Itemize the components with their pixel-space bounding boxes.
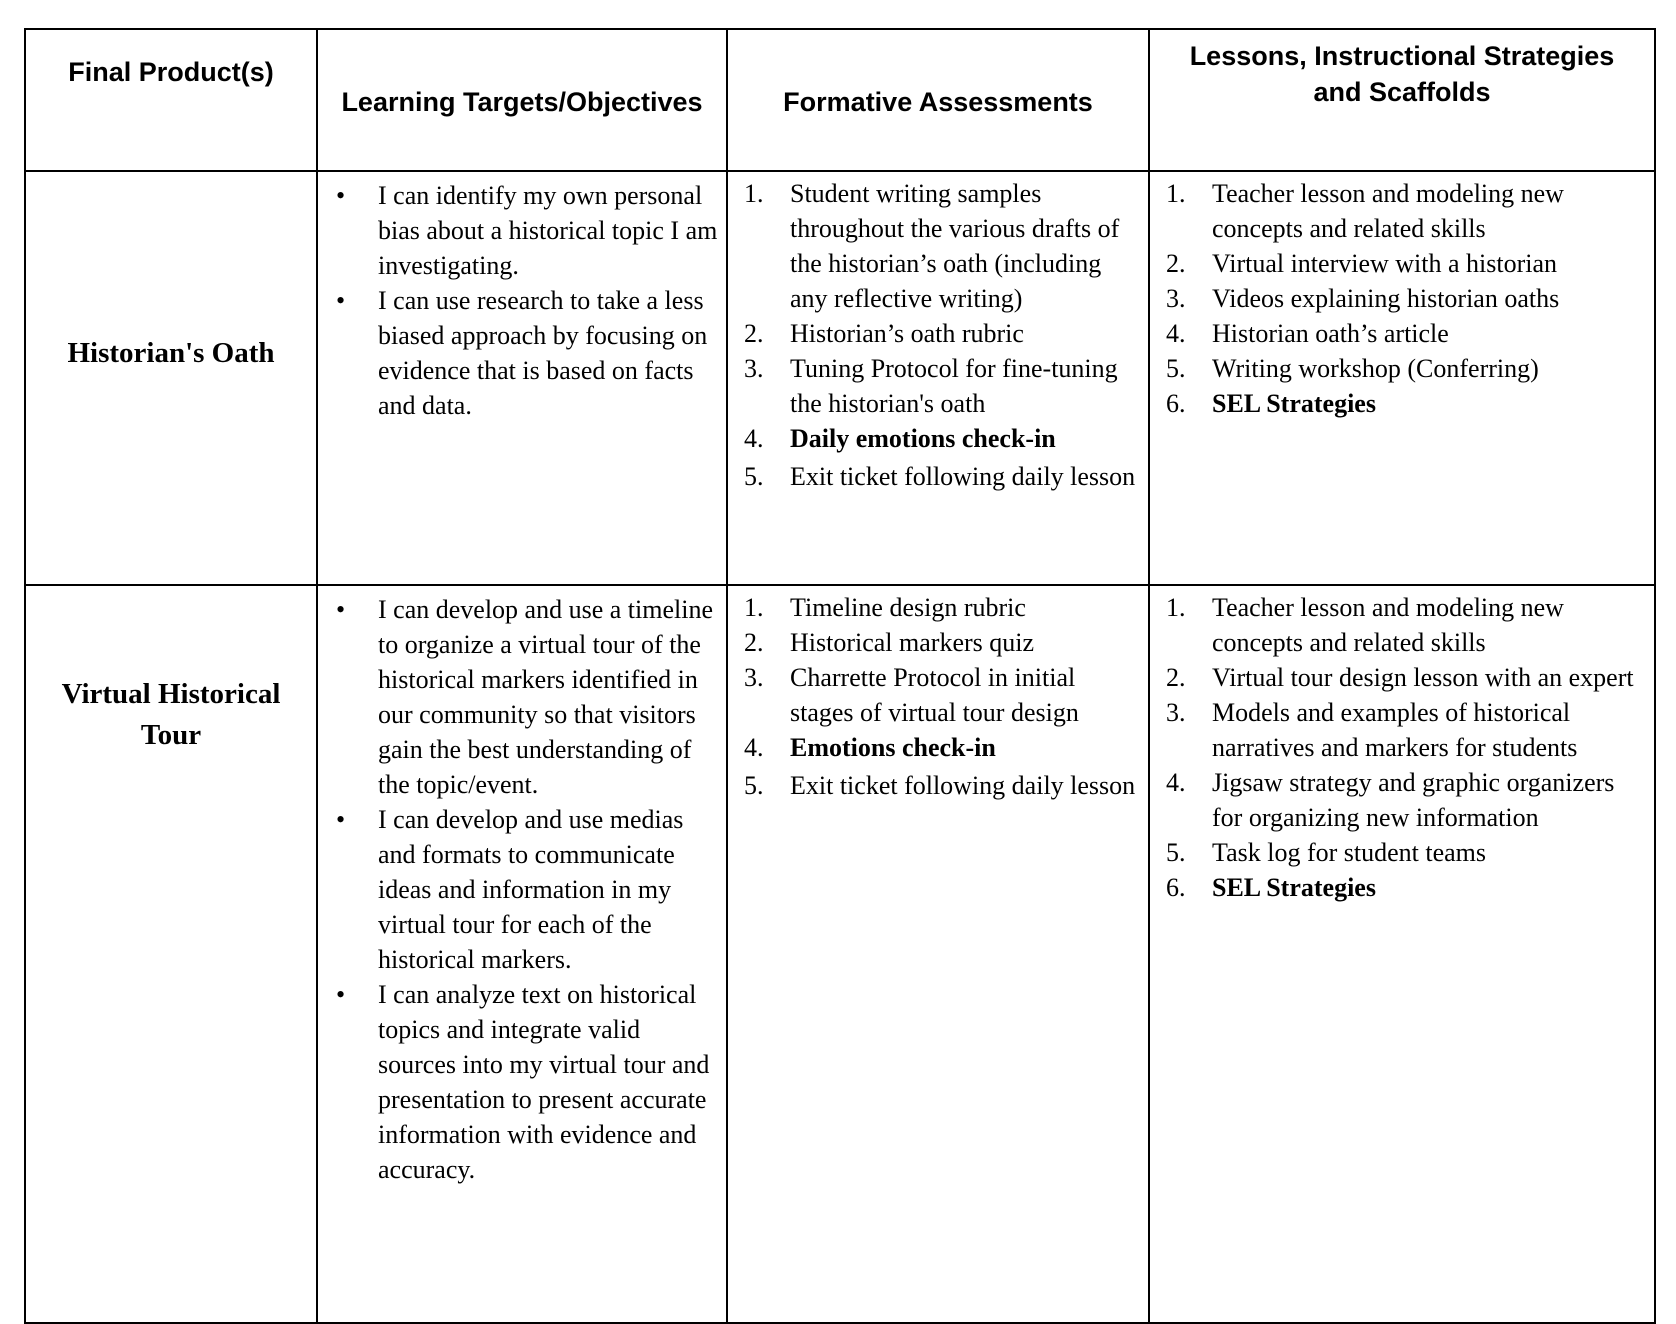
bullet-icon: • bbox=[336, 805, 346, 834]
lessons-list bbox=[1150, 586, 1654, 905]
bullet-icon: • bbox=[336, 595, 346, 624]
header-lessons-strategies bbox=[1149, 29, 1655, 171]
bullet-icon: • bbox=[336, 181, 346, 210]
targets-cell bbox=[317, 585, 727, 1323]
lessons-list bbox=[1150, 172, 1654, 421]
lessons-cell bbox=[1149, 585, 1655, 1323]
list-item: 5. Exit ticket following daily lesson bbox=[744, 462, 1136, 491]
assessments-list bbox=[728, 586, 1148, 803]
list-item: 3. Charrette Protocol in initial stages of virtual tour design bbox=[744, 663, 1079, 727]
list-item: • I can identify my own personal bias about a historical topic I am investigating. bbox=[318, 178, 726, 283]
list-item: • I can use research to take a less biased approach by focusing on evidence that is based on facts and data. bbox=[318, 283, 726, 423]
header-formative-assessments: Formative Assessments bbox=[727, 29, 1149, 171]
list-item: 1. Teacher lesson and modeling new concepts and related skills bbox=[1166, 593, 1564, 657]
list-item: 5. Writing workshop (Conferring) bbox=[1166, 354, 1539, 383]
list-item: 5. Exit ticket following daily lesson bbox=[744, 771, 1136, 800]
product-name: Historian's Oath bbox=[67, 336, 275, 369]
list-item: • I can analyze text on historical topics and integrate valid sources into my virtual tour and presentation to present accurate information with evidence and accuracy. bbox=[318, 977, 726, 1187]
targets-list bbox=[318, 172, 726, 423]
list-item: 4. Daily emotions check-in bbox=[744, 424, 1056, 453]
list-item: 2. Virtual tour design lesson with an expert bbox=[1166, 663, 1634, 692]
product-name-line1: Virtual Historical bbox=[61, 678, 281, 710]
list-item: 5. Task log for student teams bbox=[1166, 838, 1487, 867]
header-lessons-line1: Lessons, Instructional Strategies bbox=[1189, 41, 1615, 71]
list-item: 1. Student writing samples throughout the various drafts of the historian’s oath (including any reflective writing) bbox=[744, 179, 1120, 313]
planning-table bbox=[24, 28, 1656, 1324]
list-item: 3. Videos explaining historian oaths bbox=[1166, 284, 1560, 313]
table-row-historians-oath bbox=[25, 171, 1655, 585]
assessments-list bbox=[728, 172, 1148, 494]
table-row-virtual-tour bbox=[25, 585, 1655, 1323]
list-item: 1. Timeline design rubric bbox=[744, 593, 1026, 622]
bullet-icon: • bbox=[336, 286, 346, 315]
header-row bbox=[25, 29, 1655, 171]
list-item: 1. Teacher lesson and modeling new concepts and related skills bbox=[1166, 179, 1564, 243]
list-item: 4. Historian oath’s article bbox=[1166, 319, 1449, 348]
list-item: • I can develop and use medias and formats to communicate ideas and information in my virtual tour for each of the historical markers. bbox=[318, 802, 726, 977]
product-name-line2: Tour bbox=[140, 719, 202, 751]
targets-list bbox=[318, 586, 726, 1187]
product-cell bbox=[25, 171, 317, 585]
header-final-products: Final Product(s) bbox=[25, 29, 317, 171]
list-item: 2. Virtual interview with a historian bbox=[1166, 249, 1558, 278]
header-lessons-line2: and Scaffolds bbox=[1313, 77, 1491, 107]
list-item: 2. Historian’s oath rubric bbox=[744, 319, 1024, 348]
assessments-cell bbox=[727, 171, 1149, 585]
header-learning-targets: Learning Targets/Objectives bbox=[317, 29, 727, 171]
targets-cell bbox=[317, 171, 727, 585]
product-cell bbox=[25, 585, 317, 1323]
assessments-cell bbox=[727, 585, 1149, 1323]
list-item: 3. Models and examples of historical narratives and markers for students bbox=[1166, 698, 1578, 762]
list-item: 6. SEL Strategies bbox=[1166, 873, 1376, 902]
list-item: 4. Jigsaw strategy and graphic organizers for organizing new information bbox=[1166, 768, 1615, 832]
list-item: 2. Historical markers quiz bbox=[744, 628, 1035, 657]
list-item: 3. Tuning Protocol for fine-tuning the historian's oath bbox=[744, 354, 1118, 418]
list-item: 6. SEL Strategies bbox=[1166, 389, 1376, 418]
list-item: 4. Emotions check-in bbox=[744, 733, 996, 762]
bullet-icon: • bbox=[336, 980, 346, 1009]
lessons-cell bbox=[1149, 171, 1655, 585]
list-item: • I can develop and use a timeline to organize a virtual tour of the historical markers identified in our community so that visitors gain the best understanding of the topic/event. bbox=[318, 592, 726, 802]
